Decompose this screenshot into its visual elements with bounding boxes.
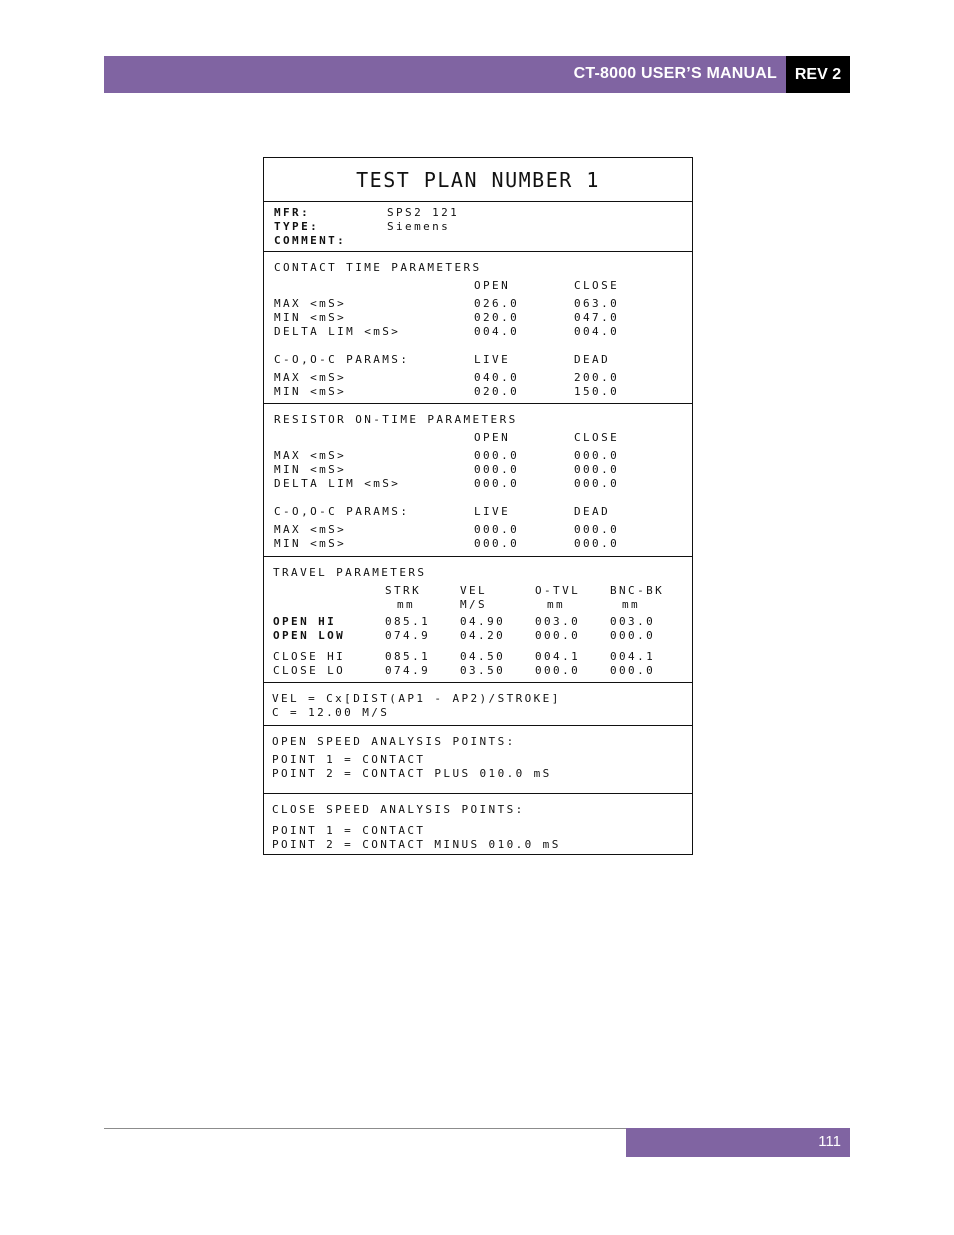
col-open: OPEN	[474, 279, 511, 292]
delta-label: DELTA LIM <mS>	[274, 477, 401, 490]
travel-row-vel: 04.90	[460, 615, 506, 628]
velocity-formula: VEL = Cx[DIST(AP1 - AP2)/STROKE]	[272, 692, 561, 705]
close-point-1: POINT 1 = CONTACT	[272, 824, 426, 837]
travel-row-otvl: 000.0	[535, 629, 581, 642]
co-min-label: MIN <mS>	[274, 537, 347, 550]
travel-row-bnc: 000.0	[610, 664, 656, 677]
open-speed-section	[264, 726, 692, 794]
travel-row-otvl: 003.0	[535, 615, 581, 628]
travel-row-strk: 074.9	[385, 629, 431, 642]
delta-close: 004.0	[574, 325, 620, 338]
co-params-label: C-O,O-C PARAMS:	[274, 353, 410, 366]
travel-row-label: OPEN HI	[273, 615, 337, 628]
travel-row-vel: 04.20	[460, 629, 506, 642]
delta-close: 000.0	[574, 477, 620, 490]
co-params-label: C-O,O-C PARAMS:	[274, 505, 410, 518]
manual-title: CT-8000 USER’S MANUAL	[573, 65, 777, 82]
comment-label: COMMENT:	[274, 234, 347, 247]
col-bnc: BNC-BK	[610, 584, 665, 597]
mfr-value: SPS2 121	[387, 206, 460, 219]
printout-title-section	[264, 158, 692, 202]
max-open: 000.0	[474, 449, 520, 462]
col-live: LIVE	[474, 353, 511, 366]
max-close: 000.0	[574, 449, 620, 462]
col-close: CLOSE	[574, 431, 620, 444]
co-min-dead: 000.0	[574, 537, 620, 550]
travel-row-strk: 074.9	[385, 664, 431, 677]
travel-row-otvl: 000.0	[535, 664, 581, 677]
min-label: MIN <mS>	[274, 463, 347, 476]
co-max-dead: 000.0	[574, 523, 620, 536]
travel-row-vel: 03.50	[460, 664, 506, 677]
travel-row-bnc: 000.0	[610, 629, 656, 642]
co-max-live: 040.0	[474, 371, 520, 384]
max-label: MAX <mS>	[274, 297, 347, 310]
col-live: LIVE	[474, 505, 511, 518]
resistor-section	[264, 404, 692, 557]
min-open: 020.0	[474, 311, 520, 324]
info-section	[264, 202, 692, 252]
delta-label: DELTA LIM <mS>	[274, 325, 401, 338]
travel-row-label: CLOSE LO	[273, 664, 346, 677]
contact-time-heading: CONTACT TIME PARAMETERS	[274, 261, 482, 274]
travel-row-vel: 04.50	[460, 650, 506, 663]
velocity-constant: C = 12.00 M/S	[272, 706, 390, 719]
unit-otvl: mm	[547, 598, 566, 611]
col-close: CLOSE	[574, 279, 620, 292]
close-speed-heading: CLOSE SPEED ANALYSIS POINTS:	[272, 803, 525, 816]
max-label: MAX <mS>	[274, 449, 347, 462]
co-min-live: 000.0	[474, 537, 520, 550]
page-number: 111	[818, 1133, 841, 1150]
col-dead: DEAD	[574, 505, 611, 518]
travel-row-label: CLOSE HI	[273, 650, 346, 663]
mfr-label: MFR:	[274, 206, 311, 219]
type-label: TYPE:	[274, 220, 320, 233]
revision-badge: REV 2	[786, 56, 850, 93]
col-dead: DEAD	[574, 353, 611, 366]
unit-bnc: mm	[622, 598, 641, 611]
travel-section	[264, 557, 692, 683]
velocity-formula-section	[264, 683, 692, 726]
header-bar	[104, 56, 786, 93]
footer-page-box	[626, 1128, 850, 1157]
co-min-live: 020.0	[474, 385, 520, 398]
travel-row-bnc: 003.0	[610, 615, 656, 628]
min-close: 047.0	[574, 311, 620, 324]
footer-rule	[104, 1128, 626, 1129]
min-open: 000.0	[474, 463, 520, 476]
col-strk: STRK	[385, 584, 422, 597]
type-value: Siemens	[387, 220, 451, 233]
co-max-dead: 200.0	[574, 371, 620, 384]
co-max-label: MAX <mS>	[274, 371, 347, 384]
travel-row-label: OPEN LOW	[273, 629, 346, 642]
min-close: 000.0	[574, 463, 620, 476]
delta-open: 000.0	[474, 477, 520, 490]
close-speed-section	[264, 794, 692, 854]
travel-heading: TRAVEL PARAMETERS	[273, 566, 427, 579]
col-vel: VEL	[460, 584, 488, 597]
max-close: 063.0	[574, 297, 620, 310]
col-open: OPEN	[474, 431, 511, 444]
unit-strk: mm	[397, 598, 416, 611]
close-point-2: POINT 2 = CONTACT MINUS 010.0 mS	[272, 838, 561, 851]
travel-row-strk: 085.1	[385, 615, 431, 628]
delta-open: 004.0	[474, 325, 520, 338]
printout-title: TEST PLAN NUMBER 1	[356, 168, 600, 192]
test-plan-printout	[263, 157, 693, 855]
travel-row-strk: 085.1	[385, 650, 431, 663]
co-min-label: MIN <mS>	[274, 385, 347, 398]
contact-time-section	[264, 252, 692, 404]
co-max-live: 000.0	[474, 523, 520, 536]
resistor-heading: RESISTOR ON-TIME PARAMETERS	[274, 413, 518, 426]
open-point-1: POINT 1 = CONTACT	[272, 753, 426, 766]
travel-row-otvl: 004.1	[535, 650, 581, 663]
unit-vel: M/S	[460, 598, 488, 611]
min-label: MIN <mS>	[274, 311, 347, 324]
co-max-label: MAX <mS>	[274, 523, 347, 536]
open-speed-heading: OPEN SPEED ANALYSIS POINTS:	[272, 735, 516, 748]
travel-row-bnc: 004.1	[610, 650, 656, 663]
co-min-dead: 150.0	[574, 385, 620, 398]
max-open: 026.0	[474, 297, 520, 310]
col-otvl: O-TVL	[535, 584, 581, 597]
open-point-2: POINT 2 = CONTACT PLUS 010.0 mS	[272, 767, 552, 780]
